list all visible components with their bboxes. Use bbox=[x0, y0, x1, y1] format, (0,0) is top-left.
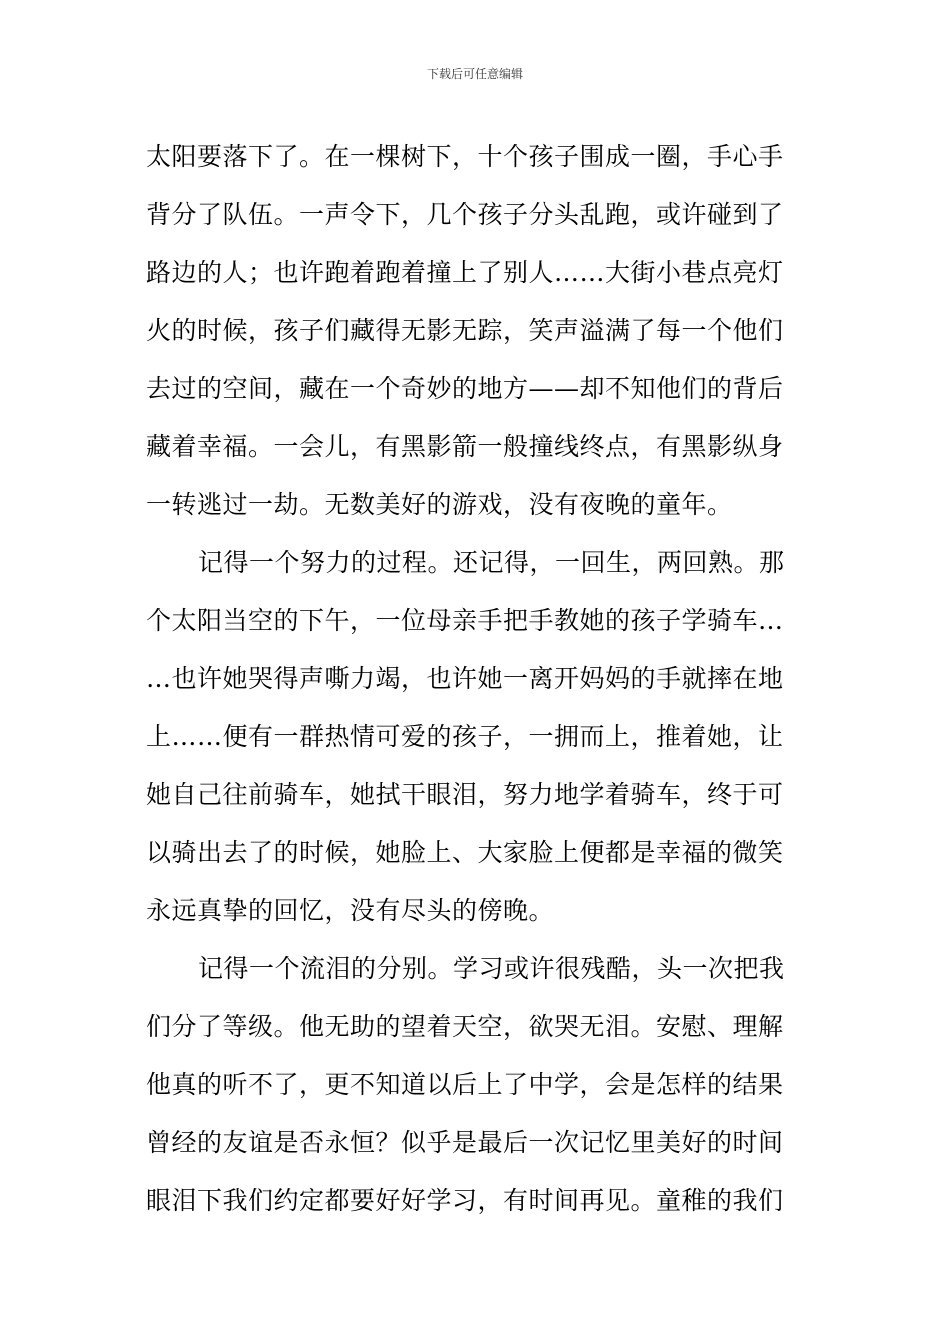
text-line: 太阳要落下了。在一棵树下，十个孩子围成一圈，手心手 bbox=[146, 142, 784, 171]
paragraph-1 bbox=[146, 128, 806, 534]
text-line: 火的时候，孩子们藏得无影无踪，笑声溢满了每一个他们 bbox=[146, 316, 784, 345]
text-line: 藏着幸福。一会儿，有黑影箭一般撞线终点，有黑影纵身 bbox=[146, 432, 784, 461]
text-line: 记得一个流泪的分别。学习或许很残酷，头一次把我 bbox=[198, 954, 785, 983]
text-line: 永远真挚的回忆，没有尽头的傍晚。 bbox=[146, 896, 555, 925]
text-line: 上……便有一群热情可爱的孩子，一拥而上，推着她，让 bbox=[146, 722, 784, 751]
text-line: 他真的听不了，更不知道以后上了中学，会是怎样的结果 bbox=[146, 1070, 784, 1099]
text-line: 一转逃过一劫。无数美好的游戏，没有夜晚的童年。 bbox=[146, 490, 733, 519]
document-body bbox=[146, 128, 806, 1230]
text-line: 曾经的友谊是否永恒？似乎是最后一次记忆里美好的时间 bbox=[146, 1128, 784, 1157]
text-line: 以骑出去了的时候，她脸上、大家脸上便都是幸福的微笑 bbox=[146, 838, 784, 867]
text-line: 眼泪下我们约定都要好好学习，有时间再见。童稚的我们 bbox=[146, 1186, 784, 1215]
text-line: 路边的人；也许跑着跑着撞上了别人……大街小巷点亮灯 bbox=[146, 258, 784, 287]
text-line: 她自己往前骑车，她拭干眼泪，努力地学着骑车，终于可 bbox=[146, 780, 784, 809]
text-line: 去过的空间，藏在一个奇妙的地方——却不知他们的背后 bbox=[146, 374, 784, 403]
text-line: 们分了等级。他无助的望着天空，欲哭无泪。安慰、理解 bbox=[146, 1012, 784, 1041]
text-line: 个太阳当空的下午，一位母亲手把手教她的孩子学骑车… bbox=[146, 606, 784, 635]
paragraph-2 bbox=[146, 534, 806, 940]
text-line: 背分了队伍。一声令下，几个孩子分头乱跑，或许碰到了 bbox=[146, 200, 784, 229]
text-line: 记得一个努力的过程。还记得，一回生，两回熟。那 bbox=[198, 548, 785, 577]
text-line: …也许她哭得声嘶力竭，也许她一离开妈妈的手就摔在地 bbox=[146, 664, 784, 693]
paragraph-3 bbox=[146, 940, 806, 1230]
page-header: 下载后可任意编辑 bbox=[426, 67, 523, 81]
